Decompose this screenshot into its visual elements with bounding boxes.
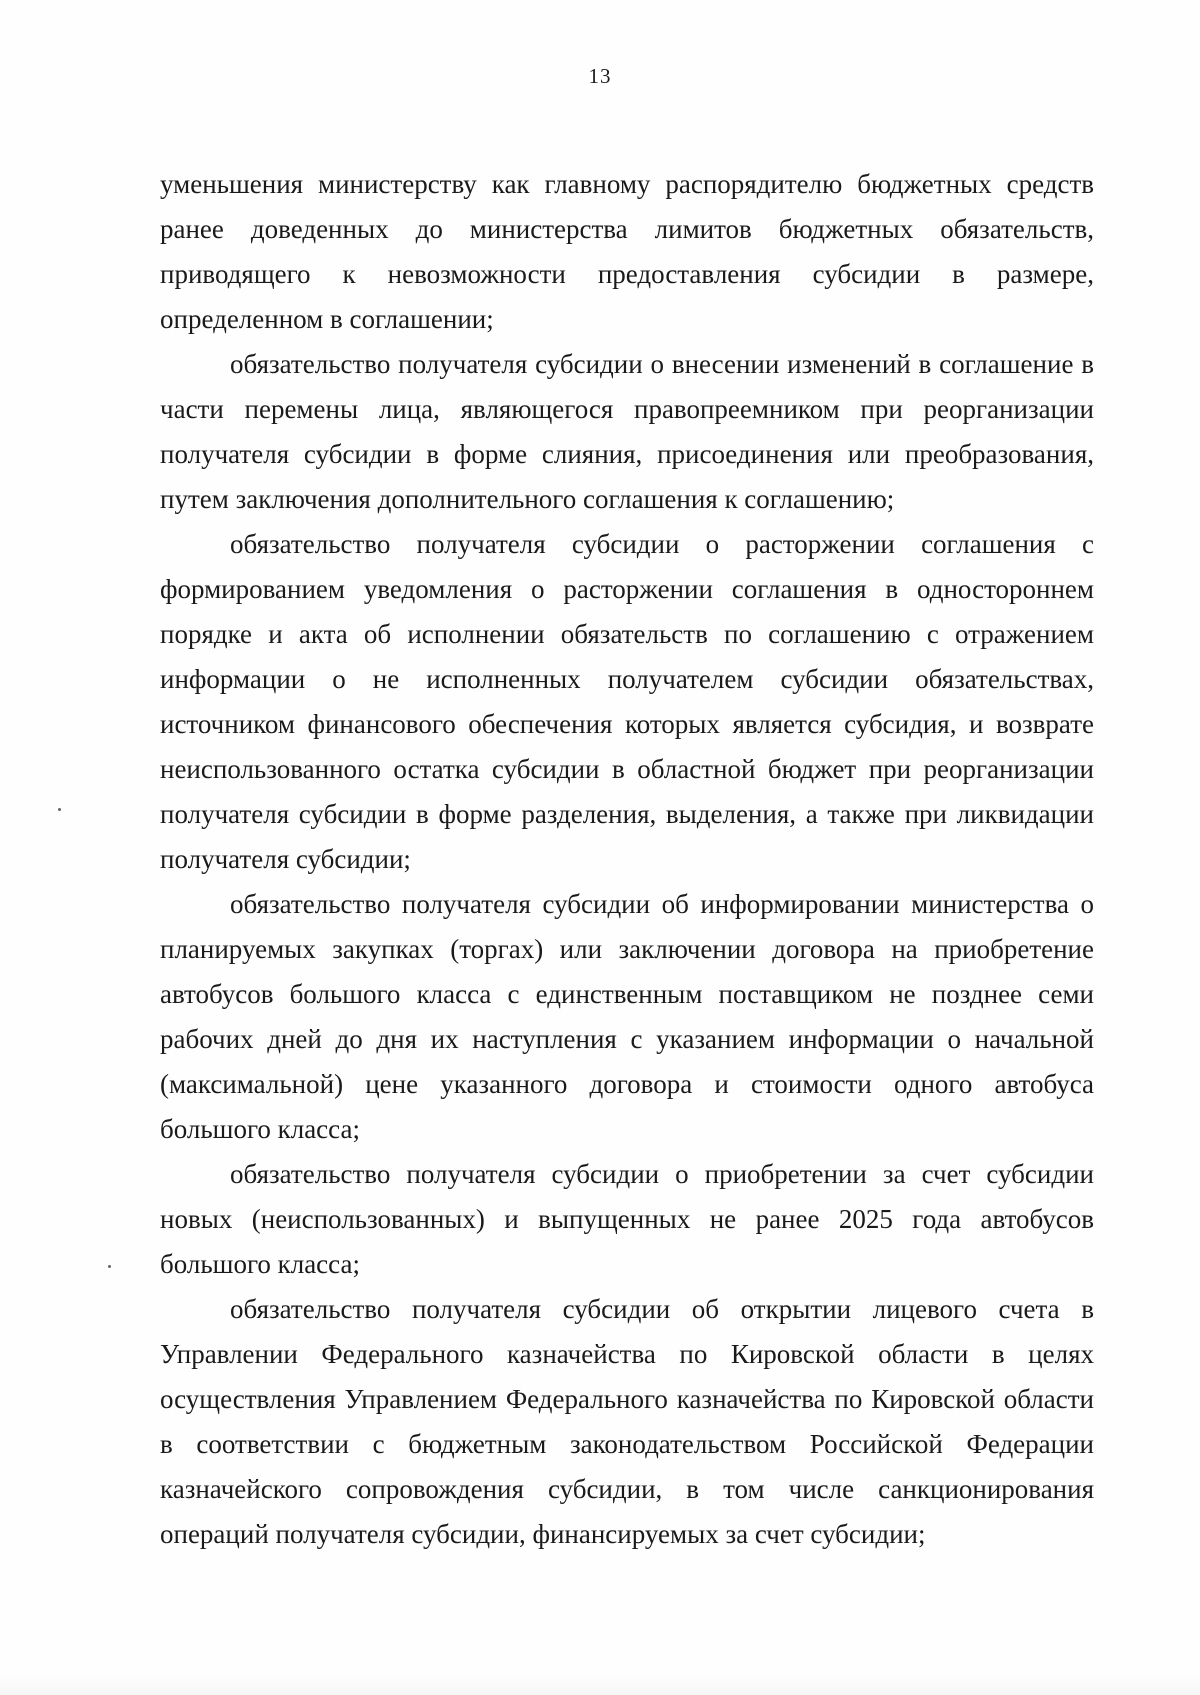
paragraph-termination: обязательство получателя субсидии о расторжении соглашения с формированием уведомления о расторжении соглашения в одностороннем порядке и акта об исполнении обязательств по соглашению с отражением информации о не исполненных получателем субсидии обязательствах, источником финансового обеспечения которых является субсидия, и возврате неиспользованного остатка субсидии в областной бюджет при реорганизации получателя субсидии в форме разделения, выделения, а также при ликвидации получателя субсидии; [160,529,1094,874]
scan-bottom-edge [0,1673,1200,1695]
paragraph-treasury-account: обязательство получателя субсидии об открытии лицевого счета в Управлении Федерального казначейства по Кировской области в целях осуществления Управлением Федерального казначейства по Кировской области в соответствии с бюджетным законодательством Российской Федерации казначейского сопровождения субсидии, в том числе санкционирования операций получателя субсидии, финансируемых за счет субсидии; [160,1294,1094,1549]
scan-speck [108,1265,111,1268]
paragraph-continuation: уменьшения министерству как главному распорядителю бюджетных средств ранее доведенных до министерства лимитов бюджетных обязательств, приводящего к невозможности предоставления субсидии в размере, определенном в соглашении; [160,169,1094,334]
scan-speck [58,808,61,811]
paragraph-new-buses: обязательство получателя субсидии о приобретении за счет субсидии новых (неиспользованных) и выпущенных не ранее 2025 года автобусов большого класса; [160,1159,1094,1279]
paragraph-reorganization-changes: обязательство получателя субсидии о внесении изменений в соглашение в части перемены лица, являющегося правопреемником при реорганизации получателя субсидии в форме слияния, присоединения или преобразования, путем заключения дополнительного соглашения к соглашению; [160,349,1094,514]
document-body [160,162,1094,1557]
page-number: 13 [588,64,612,88]
paragraph-procurement-info: обязательство получателя субсидии об информировании министерства о планируемых закупках (торгах) или заключении договора на приобретение автобусов большого класса с единственным поставщиком не позднее семи рабочих дней до дня их наступления с указанием информации о начальной (максимальной) цене указанного договора и стоимости одного автобуса большого класса; [160,889,1094,1144]
